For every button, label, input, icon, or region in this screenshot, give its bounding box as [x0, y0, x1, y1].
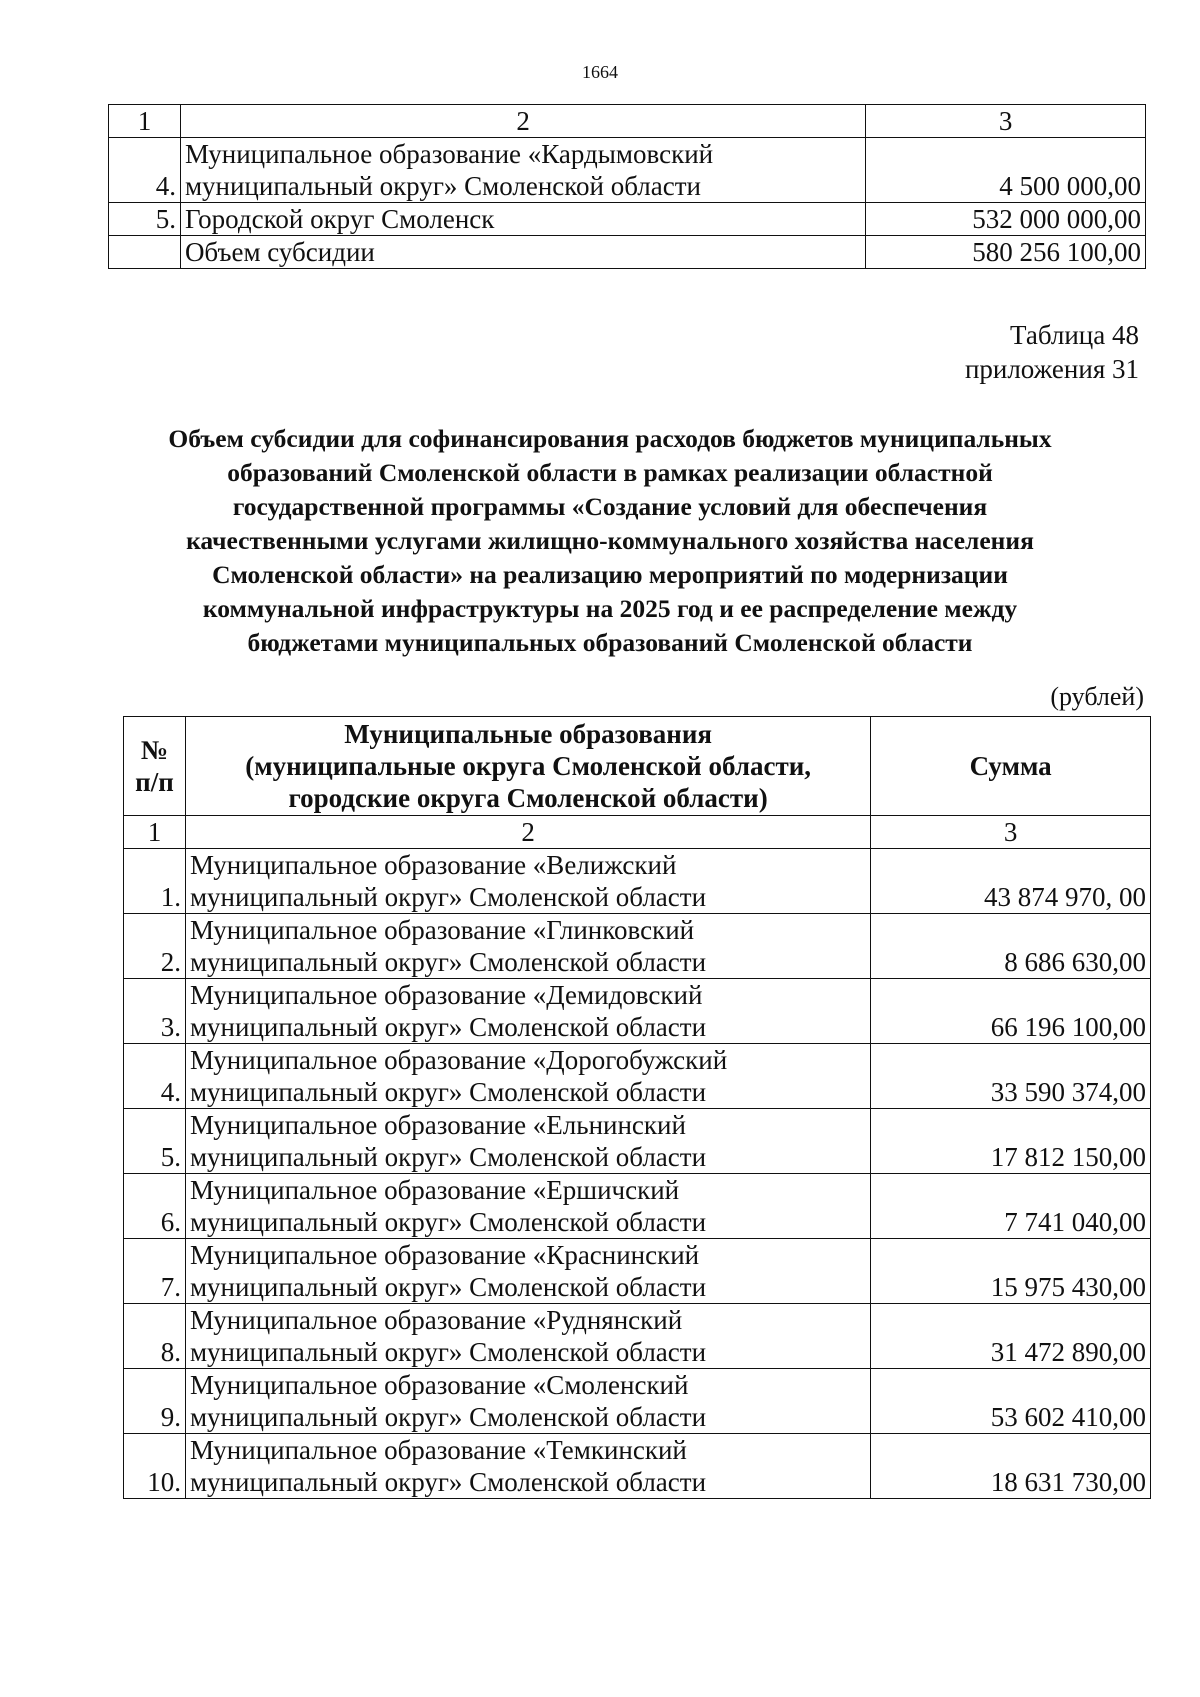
municipality-name: Муниципальное образование «Темкинский муниципальный округ» Смоленской области: [185, 1434, 870, 1499]
header-sum: Сумма: [871, 717, 1151, 816]
col-number-1: 1: [109, 105, 181, 138]
table-label: [965, 318, 1139, 386]
column-number-row: [124, 816, 1151, 849]
row-number: 10.: [124, 1434, 186, 1499]
row-number: 6.: [124, 1174, 186, 1239]
table-header-row: [124, 717, 1151, 816]
municipality-name: Муниципальное образование «Дорогобужский муниципальный округ» Смоленской области: [185, 1044, 870, 1109]
amount-cell: 66 196 100,00: [871, 979, 1151, 1044]
header-municipalities: Муниципальные образования (муниципальные округа Смоленской области, городские округа Смоленской области): [185, 717, 870, 816]
municipality-name: Муниципальное образование «Руднянский муниципальный округ» Смоленской области: [185, 1304, 870, 1369]
row-number: 8.: [124, 1304, 186, 1369]
row-number: 4.: [124, 1044, 186, 1109]
col-number-1: 1: [124, 816, 186, 849]
table-row: [109, 203, 1146, 236]
municipality-name: Муниципальное образование «Ершичский муниципальный округ» Смоленской области: [185, 1174, 870, 1239]
table-row: [124, 1369, 1151, 1434]
table-row: [124, 1044, 1151, 1109]
total-row: [109, 236, 1146, 269]
table-label-line-1: Таблица 48: [1010, 320, 1139, 350]
row-number: 5.: [109, 203, 181, 236]
table-row: [124, 1109, 1151, 1174]
row-number: 2.: [124, 914, 186, 979]
table-label-line-2: приложения 31: [964, 354, 1139, 384]
amount-cell: 31 472 890,00: [871, 1304, 1151, 1369]
table-row: [124, 979, 1151, 1044]
municipality-name: Муниципальное образование «Демидовский муниципальный округ» Смоленской области: [185, 979, 870, 1044]
table-row: [109, 138, 1146, 203]
total-amount: 580 256 100,00: [866, 236, 1146, 269]
page-number: 1664: [582, 62, 618, 82]
amount-cell: 53 602 410,00: [871, 1369, 1151, 1434]
municipality-name: Муниципальное образование «Ельнинский муниципальный округ» Смоленской области: [185, 1109, 870, 1174]
row-number: 4.: [109, 138, 181, 203]
row-number: 7.: [124, 1239, 186, 1304]
table-row: [124, 914, 1151, 979]
municipality-name: Муниципальное образование «Велижский муниципальный округ» Смоленской области: [185, 849, 870, 914]
municipality-name: Муниципальное образование «Кардымовский муниципальный округ» Смоленской области: [180, 138, 865, 203]
total-label: Объем субсидии: [180, 236, 865, 269]
amount-cell: 33 590 374,00: [871, 1044, 1151, 1109]
amount-cell: 8 686 630,00: [871, 914, 1151, 979]
column-number-row: [109, 105, 1146, 138]
previous-table-continuation: [108, 104, 1146, 269]
municipality-name: Муниципальное образование «Смоленский муниципальный округ» Смоленской области: [185, 1369, 870, 1434]
units-label: (рублей): [1050, 682, 1144, 711]
subsidy-table: [123, 716, 1151, 1499]
municipality-name: Муниципальное образование «Краснинский муниципальный округ» Смоленской области: [185, 1239, 870, 1304]
row-number: [109, 236, 181, 269]
amount-cell: 7 741 040,00: [871, 1174, 1151, 1239]
header-number: № п/п: [124, 717, 186, 816]
row-number: 9.: [124, 1369, 186, 1434]
row-number: 1.: [124, 849, 186, 914]
municipality-name: Городской округ Смоленск: [180, 203, 865, 236]
amount-cell: 18 631 730,00: [871, 1434, 1151, 1499]
row-number: 5.: [124, 1109, 186, 1174]
table-row: [124, 1174, 1151, 1239]
amount-cell: 15 975 430,00: [871, 1239, 1151, 1304]
row-number: 3.: [124, 979, 186, 1044]
amount-cell: 4 500 000,00: [866, 138, 1146, 203]
table-row: [124, 1239, 1151, 1304]
table-row: [124, 1304, 1151, 1369]
col-number-2: 2: [185, 816, 870, 849]
table-row: [124, 1434, 1151, 1499]
amount-cell: 17 812 150,00: [871, 1109, 1151, 1174]
col-number-2: 2: [180, 105, 865, 138]
municipality-name: Муниципальное образование «Глинковский муниципальный округ» Смоленской области: [185, 914, 870, 979]
col-number-3: 3: [871, 816, 1151, 849]
amount-cell: 532 000 000,00: [866, 203, 1146, 236]
table-row: [124, 849, 1151, 914]
amount-cell: 43 874 970, 00: [871, 849, 1151, 914]
document-title: Объем субсидии для софинансирования расходов бюджетов муниципальных образований Смоленской области в рамках реализации областной государственной программы «Создание условий для обеспечения качественными услугами жилищно-коммунального хозяйства населения Смоленской области» на реализацию мероприятий по модернизации коммунальной инфраструктуры на 2025 год и ее распределение между бюджетами муниципальных образований Смоленской области: [168, 424, 1052, 657]
col-number-3: 3: [866, 105, 1146, 138]
